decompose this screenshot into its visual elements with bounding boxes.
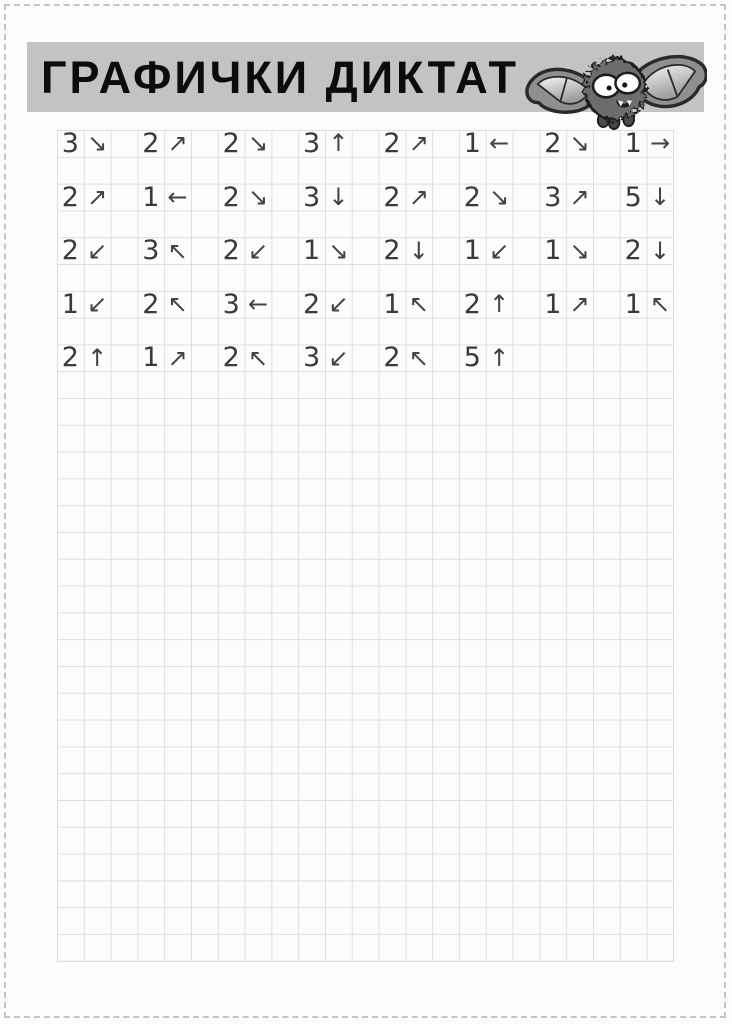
instruction-step [218, 288, 272, 320]
step-count: 2 [383, 181, 401, 213]
step-arrow-up-right-icon: ↗ [87, 182, 108, 211]
instruction-step [620, 235, 674, 267]
instruction-step [218, 127, 272, 159]
instruction-step [137, 181, 191, 213]
step-arrow-up-right-icon: ↗ [408, 129, 429, 158]
step-count: 2 [61, 235, 79, 267]
step-arrow-down-left-icon: ↙ [328, 343, 349, 372]
step-arrow-up-icon: ↑ [328, 129, 349, 158]
step-count: 3 [544, 181, 562, 213]
step-arrow-up-right-icon: ↗ [167, 343, 188, 372]
step-count: 1 [142, 342, 160, 374]
step-arrow-up-left-icon: ↖ [247, 343, 269, 372]
instruction-step [57, 342, 111, 374]
step-arrow-right-icon: → [649, 129, 671, 158]
step-arrow-left-icon: ← [489, 129, 510, 158]
instruction-step [218, 235, 272, 267]
instruction-step [459, 127, 513, 159]
step-arrow-up-left-icon: ↖ [167, 236, 188, 265]
instruction-step [298, 235, 352, 267]
step-arrow-down-left-icon: ↙ [247, 236, 269, 265]
step-arrow-down-right-icon: ↘ [247, 182, 269, 211]
step-count: 1 [463, 127, 481, 159]
step-count: 3 [302, 181, 321, 213]
instruction-step [379, 181, 433, 213]
step-count: 2 [463, 288, 481, 320]
step-arrow-down-left-icon: ↙ [87, 236, 108, 265]
step-arrow-down-left-icon: ↙ [328, 290, 349, 319]
step-arrow-up-icon: ↑ [87, 343, 108, 372]
step-count: 1 [61, 288, 79, 320]
step-count: 3 [302, 127, 321, 159]
step-arrow-up-left-icon: ↖ [408, 290, 429, 319]
step-arrow-up-left-icon: ↖ [408, 343, 429, 372]
instruction-step [379, 288, 433, 320]
step-count: 2 [383, 127, 401, 159]
instruction-step [539, 235, 593, 267]
step-count: 2 [142, 127, 160, 159]
step-count: 1 [624, 288, 642, 320]
instruction-step [620, 127, 674, 159]
step-count: 1 [544, 288, 562, 320]
step-count: 2 [222, 235, 240, 267]
step-arrow-up-icon: ↑ [489, 290, 510, 319]
step-arrow-up-right-icon: ↗ [167, 129, 188, 158]
step-arrow-down-icon: ↓ [649, 236, 671, 265]
step-arrow-down-right-icon: ↘ [247, 129, 269, 158]
instruction-step [379, 342, 433, 374]
step-arrow-up-right-icon: ↗ [569, 290, 590, 319]
step-count: 1 [463, 235, 481, 267]
step-arrow-left-icon: ← [167, 182, 188, 211]
step-count: 1 [544, 235, 562, 267]
step-count: 2 [544, 127, 562, 159]
instruction-step [298, 127, 352, 159]
instruction-step [218, 342, 272, 374]
step-count: 1 [624, 127, 642, 159]
step-arrow-up-right-icon: ↗ [569, 182, 590, 211]
instruction-step [57, 235, 111, 267]
instruction-step [57, 181, 111, 213]
bat-illustration [521, 46, 707, 130]
graph-grid [57, 127, 674, 962]
instruction-step [298, 181, 352, 213]
step-count: 3 [302, 342, 321, 374]
instruction-step [620, 288, 674, 320]
step-arrow-up-right-icon: ↗ [408, 182, 429, 211]
step-count: 1 [383, 288, 401, 320]
step-count: 1 [142, 181, 160, 213]
step-arrow-down-right-icon: ↘ [328, 236, 349, 265]
step-arrow-down-left-icon: ↙ [489, 236, 510, 265]
step-count: 3 [142, 235, 160, 267]
instruction-step [539, 181, 593, 213]
instruction-step [459, 342, 513, 374]
step-count: 2 [61, 342, 79, 374]
instruction-step [137, 235, 191, 267]
step-arrow-down-right-icon: ↘ [87, 129, 108, 158]
step-arrow-up-left-icon: ↖ [649, 290, 671, 319]
step-arrow-down-left-icon: ↙ [87, 290, 108, 319]
step-count: 2 [463, 181, 481, 213]
instruction-step [459, 181, 513, 213]
instruction-step [379, 235, 433, 267]
step-count: 2 [142, 288, 160, 320]
step-arrow-left-icon: ← [247, 290, 269, 319]
instruction-step [137, 342, 191, 374]
step-count: 2 [383, 235, 401, 267]
step-count: 5 [463, 342, 481, 374]
instruction-step [57, 127, 111, 159]
step-count: 2 [222, 181, 240, 213]
step-count: 2 [222, 127, 240, 159]
step-count: 5 [624, 181, 642, 213]
step-count: 1 [302, 235, 321, 267]
instruction-step [459, 235, 513, 267]
worksheet-title: ГРАФИЧКИ ДИКТАТ [41, 52, 520, 103]
instruction-step [298, 342, 352, 374]
step-count: 3 [222, 288, 240, 320]
step-arrow-down-right-icon: ↘ [569, 129, 590, 158]
step-arrow-down-right-icon: ↘ [569, 236, 590, 265]
instruction-step [459, 288, 513, 320]
instruction-step [218, 181, 272, 213]
step-arrow-up-left-icon: ↖ [167, 290, 188, 319]
step-count: 3 [61, 127, 79, 159]
step-count: 2 [383, 342, 401, 374]
instruction-step [57, 288, 111, 320]
instruction-step [539, 127, 593, 159]
step-count: 2 [61, 181, 79, 213]
instruction-step [620, 181, 674, 213]
step-arrow-up-icon: ↑ [489, 343, 510, 372]
step-count: 2 [302, 288, 321, 320]
instruction-step [137, 127, 191, 159]
step-count: 2 [624, 235, 642, 267]
step-arrow-down-icon: ↓ [408, 236, 429, 265]
step-count: 2 [222, 342, 240, 374]
instruction-step [379, 127, 433, 159]
step-arrow-down-right-icon: ↘ [489, 182, 510, 211]
step-arrow-down-icon: ↓ [649, 182, 671, 211]
instruction-step [539, 288, 593, 320]
instruction-step [137, 288, 191, 320]
step-arrow-down-icon: ↓ [328, 182, 349, 211]
instruction-step [298, 288, 352, 320]
